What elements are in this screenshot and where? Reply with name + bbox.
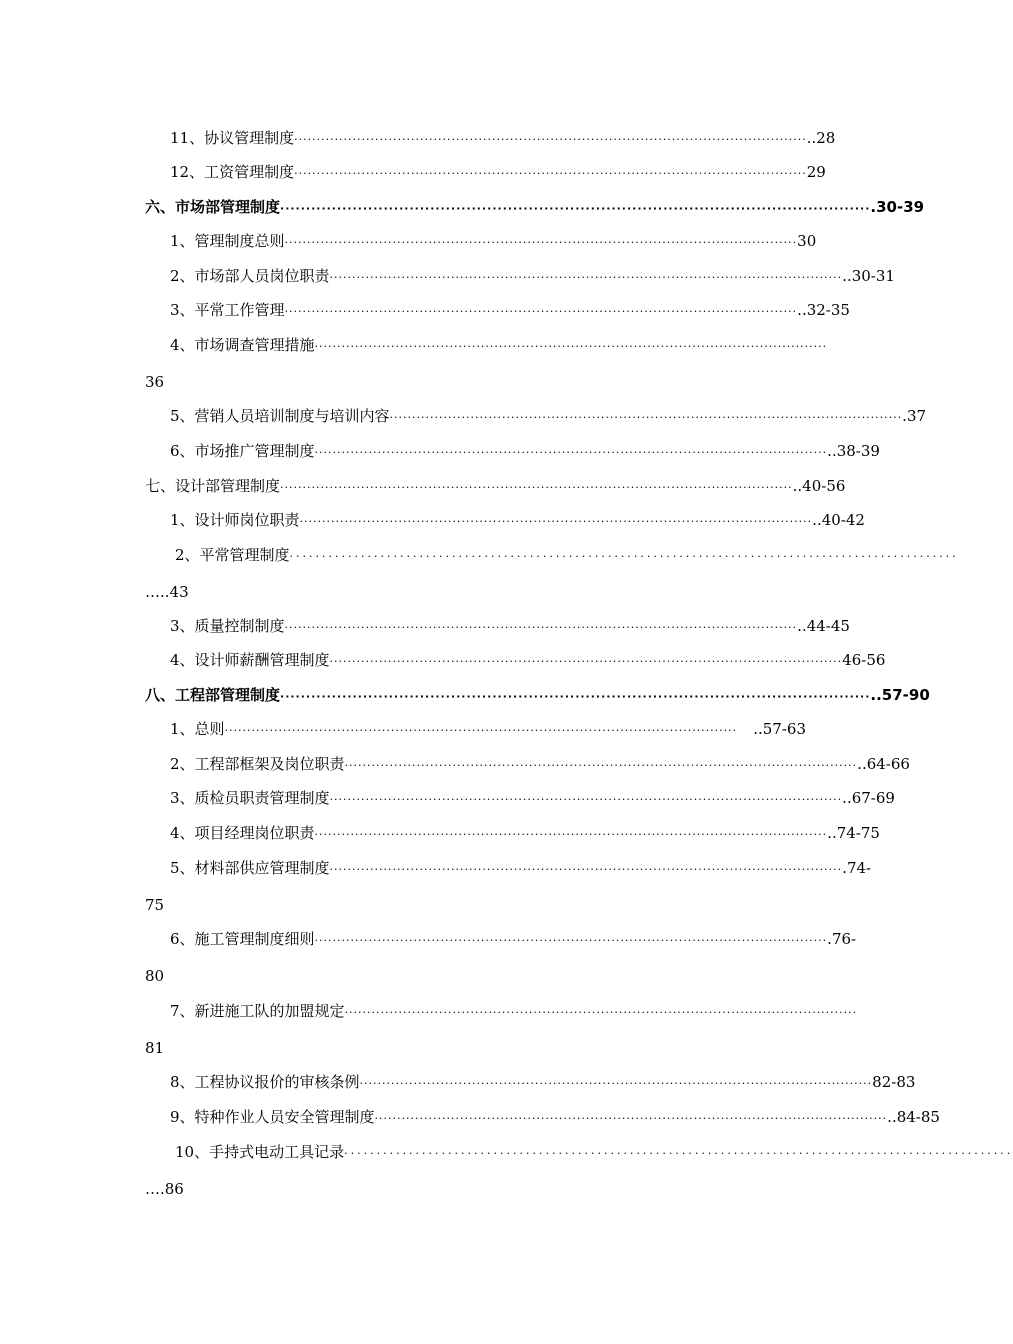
toc-entry (170, 298, 850, 322)
toc-leader-dots: ·················································································································· (329, 271, 843, 284)
toc-entry (170, 126, 836, 150)
toc-entry-title: 2、工程部框架及岗位职责 (170, 755, 345, 773)
toc-page-number: ..40-42 (812, 511, 865, 529)
toc-entry-title: 6、施工管理制度细则 (170, 930, 315, 948)
toc-page-number: ..84-85 (887, 1108, 940, 1126)
toc-leader-dots: ·················································································································· (329, 655, 843, 668)
toc-entry-title: 2、市场部人员岗位职责 (170, 267, 330, 285)
toc-entry-title: 3、质量控制制度 (170, 617, 285, 635)
toc-page-number: 46-56 (842, 651, 886, 669)
toc-entry-title: ….86 (145, 1180, 184, 1198)
toc-page-number: ..28 (806, 129, 836, 147)
toc-leader-dots: ······································································································· (289, 550, 959, 563)
toc-entry-title: 5、材料部供应管理制度 (170, 859, 330, 877)
toc-leader-dots: ·················································································································· (314, 828, 828, 841)
toc-entry-title: 10、手持式电动工具记录 (175, 1143, 345, 1161)
toc-leader-dots: ·················································································································· (294, 167, 807, 180)
toc-entry (170, 264, 895, 288)
toc-page-number: ..32-35 (797, 301, 850, 319)
toc-entry (170, 786, 895, 810)
toc-entry-continuation (145, 964, 445, 988)
toc-leader-dots: ·················································································································· (294, 133, 807, 146)
toc-entry-title: 1、管理制度总则 (170, 232, 285, 250)
toc-entry-title: 7、新进施工队的加盟规定 (170, 1002, 345, 1020)
toc-page-number: .37 (902, 407, 927, 425)
toc-leader-dots: ·················································································································· (344, 1006, 858, 1019)
toc-entry (170, 333, 828, 357)
toc-page-number: ..44-45 (797, 617, 850, 635)
toc-leader-dots: ·················································································································· (284, 305, 798, 318)
toc-entry-title: 八、工程部管理制度 (145, 686, 281, 704)
toc-entry (170, 821, 880, 845)
toc-leader-dots: ·················································································································· (314, 446, 828, 459)
toc-leader-dots: ·················································································································· (280, 690, 871, 703)
toc-section-heading (145, 195, 925, 219)
toc-leader-dots: ·················································································································· (280, 481, 793, 494)
toc-entry-title: 75 (145, 896, 165, 914)
toc-entry-title: 9、特种作业人员安全管理制度 (170, 1108, 375, 1126)
toc-entry-continuation (145, 370, 445, 394)
toc-leader-dots: ·················································································································· (374, 1112, 888, 1125)
toc-entry (175, 543, 959, 567)
toc-entry (170, 439, 880, 463)
toc-entry (170, 614, 850, 638)
toc-leader-dots: ·················································································································· (224, 724, 738, 737)
toc-entry (175, 1140, 1013, 1164)
toc-entry-title: 8、工程协议报价的审核条例 (170, 1073, 360, 1091)
toc-leader-dots: ·················································································································· (280, 202, 871, 215)
toc-page-number: 82-83 (872, 1073, 916, 1091)
toc-entry-continuation (145, 1177, 445, 1201)
toc-entry-title: 6、市场推广管理制度 (170, 442, 315, 460)
toc-section-heading (145, 474, 846, 498)
toc-entry (170, 717, 806, 741)
toc-entry-continuation (145, 580, 445, 604)
toc-entry-title: 1、总则 (170, 720, 225, 738)
toc-entry-title: 12、工资管理制度 (170, 163, 295, 181)
toc-page-number: ..57-90 (870, 686, 930, 704)
toc-entry-continuation (145, 893, 445, 917)
toc-page-number: .30-39 (870, 198, 925, 216)
toc-leader-dots: ·················································································································· (314, 340, 828, 353)
toc-entry-title: 3、质检员职责管理制度 (170, 789, 330, 807)
toc-leader-dots: ·················································································································· (314, 934, 828, 947)
toc-section-heading (145, 683, 930, 707)
toc-entry-title: 1、设计师岗位职责 (170, 511, 300, 529)
toc-page-number: .76- (827, 930, 857, 948)
toc-entry (170, 160, 826, 184)
toc-entry-title: 七、设计部管理制度 (145, 477, 281, 495)
toc-leader-dots: ·················································································································· (329, 793, 843, 806)
toc-entry (170, 927, 857, 951)
toc-leader-dots: ·················································································································· (329, 863, 843, 876)
toc-page-number: ..57-63 (753, 720, 806, 738)
toc-leader-dots: ·················································································································· (359, 1077, 873, 1090)
toc-entry-title: 80 (145, 967, 165, 985)
toc-entry (170, 1070, 916, 1094)
toc-page-number: ..38-39 (827, 442, 880, 460)
toc-entry (170, 1105, 940, 1129)
toc-entry (170, 752, 910, 776)
toc-entry (170, 999, 858, 1023)
toc-page-number: ..64-66 (857, 755, 910, 773)
toc-leader-dots: ·················································································································· (344, 759, 858, 772)
toc-entry-title: 36 (145, 373, 165, 391)
toc-entry-title: 2、平常管理制度 (175, 546, 290, 564)
toc-page-number: 30 (797, 232, 817, 250)
toc-leader-dots: ·················································································································· (299, 515, 813, 528)
toc-page-number: ..40-56 (792, 477, 846, 495)
toc-leader-dots: ·················································································································· (389, 411, 903, 424)
toc-entry-title: 4、设计师薪酬管理制度 (170, 651, 330, 669)
toc-entry-title: 4、市场调查管理措施 (170, 336, 315, 354)
toc-entry (170, 648, 886, 672)
toc-entry-title: 11、协议管理制度 (170, 129, 295, 147)
toc-entry (170, 229, 817, 253)
toc-entry-title: 六、市场部管理制度 (145, 198, 281, 216)
toc-page-number: ..30-31 (842, 267, 895, 285)
toc-page-number: ..74-75 (827, 824, 880, 842)
toc-entry (170, 508, 865, 532)
toc-entry (170, 404, 927, 428)
toc-entry-title: 3、平常工作管理 (170, 301, 285, 319)
toc-entry (170, 856, 872, 880)
toc-page-number: .74- (842, 859, 872, 877)
toc-leader-dots: ·················································································································· (284, 236, 798, 249)
toc-page-number: ..67-69 (842, 789, 895, 807)
toc-leader-dots: ······································································································· (344, 1147, 1013, 1160)
toc-entry-continuation (145, 1036, 445, 1060)
toc-entry-title: 5、营销人员培训制度与培训内容 (170, 407, 390, 425)
toc-entry-title: 81 (145, 1039, 165, 1057)
toc-page-number: 29 (806, 163, 826, 181)
toc-entry-title: 4、项目经理岗位职责 (170, 824, 315, 842)
toc-entry-title: …..43 (145, 583, 189, 601)
toc-leader-dots: ·················································································································· (284, 621, 798, 634)
